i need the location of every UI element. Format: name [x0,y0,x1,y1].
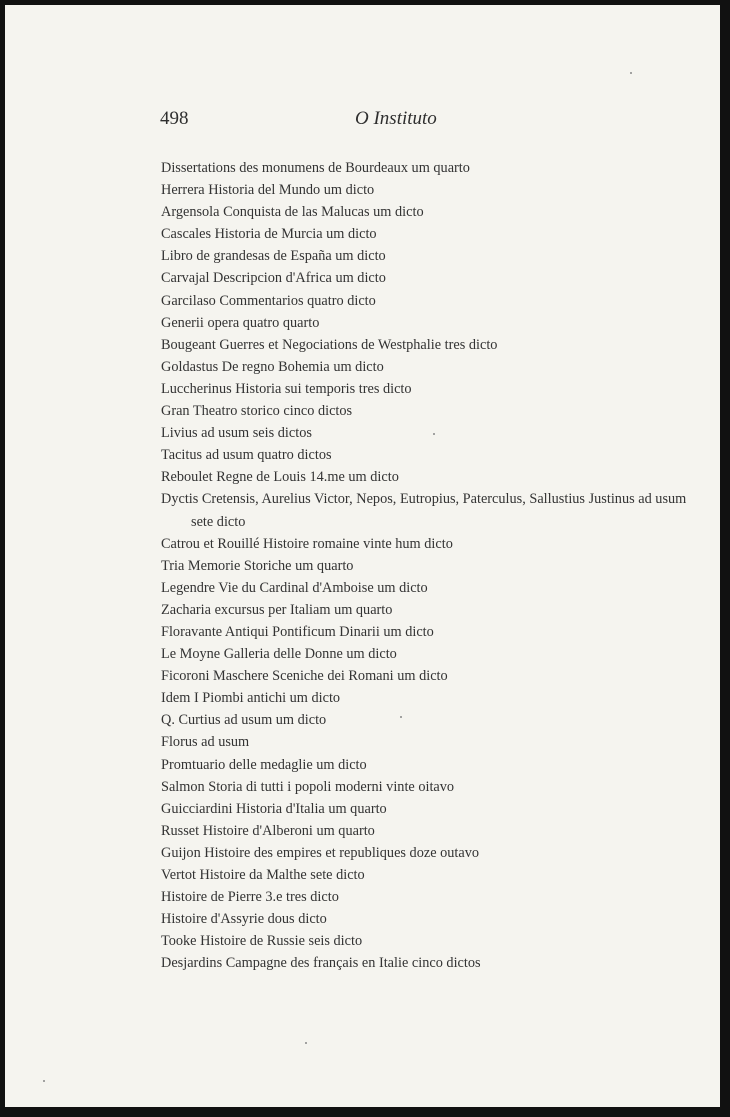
list-item: Tacitus ad usum quatro dictos [161,447,332,464]
list-item: Desjardins Campagne des français en Italie cinco dictos [161,955,481,972]
paper-speck [630,72,632,74]
running-title: O Instituto [355,108,437,129]
list-item: Herrera Historia del Mundo um dicto [161,182,375,199]
list-item: Dissertations des monumens de Bourdeaux um quarto [161,160,470,176]
book-list [161,157,701,974]
page-header [5,108,720,134]
list-item: Libro de grandesas de España um dicto [161,248,386,265]
paper-speck [305,1042,307,1044]
paper-speck [400,716,402,718]
list-item: Histoire d'Assyrie dous dicto [161,911,327,928]
list-item: Gran Theatro storico cinco dictos [161,403,353,420]
list-item: Reboulet Regne de Louis 14.me um dicto [161,469,399,486]
paper-speck [43,1080,45,1082]
list-item: Salmon Storia di tutti i popoli moderni vinte oitavo [161,778,455,795]
list-item: Guicciardini Historia d'Italia um quarto [161,800,387,817]
list-item: Ficoroni Maschere Sceniche dei Romani um dicto [161,668,448,685]
list-item: Tooke Histoire de Russie seis dicto [161,933,363,950]
list-item: Russet Histoire d'Alberoni um quarto [161,822,375,839]
list-item: Bougeant Guerres et Negociations de Westphalie tres dicto [161,336,498,353]
list-item: Dyctis Cretensis, Aurelius Victor, Nepos, Eutropius, Paterculus, Sallustius Justinus ad usum sete dicto [161,491,687,530]
list-item: Cascales Historia de Murcia um dicto [161,226,377,243]
list-item: Carvajal Descripcion d'Africa um dicto [161,270,386,287]
page-number: 498 [160,108,189,129]
list-item: Florus ad usum [161,734,250,751]
paper-speck [433,433,435,435]
list-item: Guijon Histoire des empires et republiques doze outavo [161,844,480,861]
list-item: Goldastus De regno Bohemia um dicto [161,358,384,375]
list-item: Promtuario delle medaglie um dicto [161,756,367,773]
document-page [5,5,720,1107]
list-item: Legendre Vie du Cardinal d'Amboise um dicto [161,579,428,596]
list-item: Vertot Histoire da Malthe sete dicto [161,867,365,883]
list-item: Histoire de Pierre 3.e tres dicto [161,889,339,906]
list-item: Garcilaso Commentarios quatro dicto [161,292,376,309]
list-item: Generii opera quatro quarto [161,314,320,331]
list-item: Le Moyne Galleria delle Donne um dicto [161,646,397,663]
list-item: Tria Memorie Storiche um quarto [161,557,354,574]
list-item: Catrou et Rouillé Histoire romaine vinte hum dicto [161,535,453,552]
list-item: Zacharia excursus per Italiam um quarto [161,601,393,618]
list-item: Idem I Piombi antichi um dicto [161,690,341,707]
list-item: Livius ad usum seis dictos [161,425,312,442]
list-item: Argensola Conquista de las Malucas um dicto [161,204,424,221]
list-item: Floravante Antiqui Pontificum Dinarii um dicto [161,623,434,640]
list-item: Q. Curtius ad usum um dicto [161,712,327,729]
list-item: Luccherinus Historia sui temporis tres dicto [161,380,412,397]
